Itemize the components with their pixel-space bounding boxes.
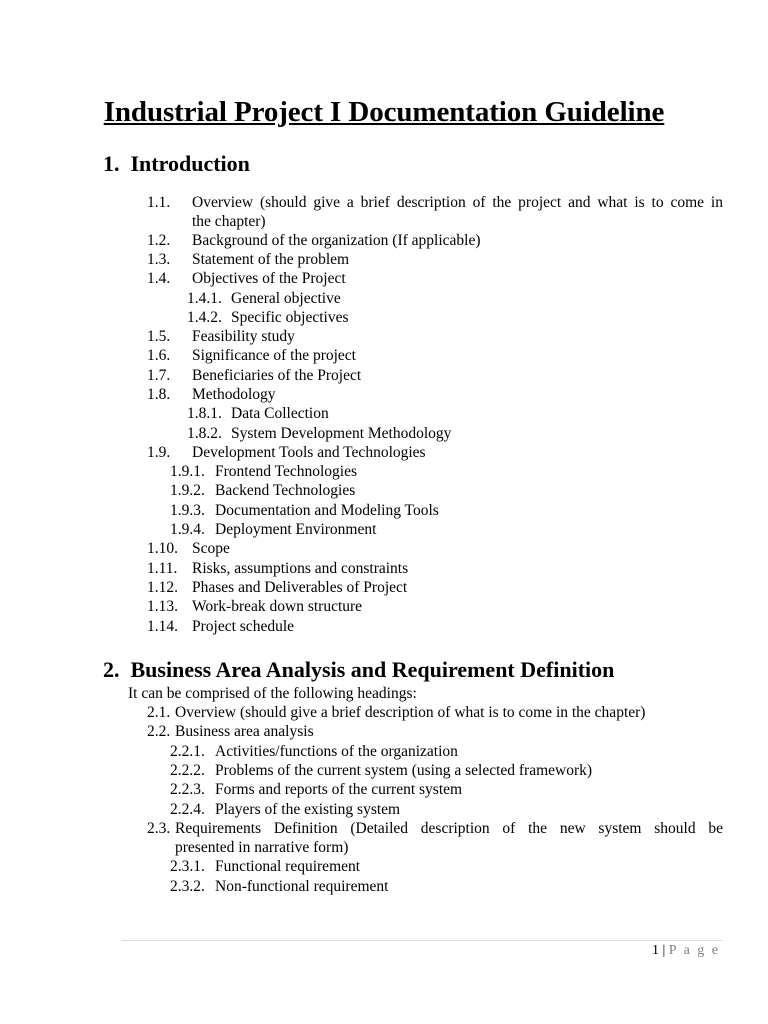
- list-item: 1.8.2. System Development Methodology: [187, 425, 452, 442]
- list-item: 1.9.4. Deployment Environment: [170, 521, 377, 538]
- list-item: 1.4.2. Specific objectives: [187, 309, 349, 326]
- list-item: 2.2.4. Players of the existing system: [170, 801, 401, 818]
- list-item: 1.8.1. Data Collection: [187, 405, 329, 422]
- list-item: 1.1.: [147, 194, 171, 211]
- section-number: 2.: [103, 657, 120, 682]
- list-item-continuation: the chapter): [192, 213, 266, 230]
- section-intro: It can be comprised of the following headings:: [128, 685, 417, 702]
- list-item: 2.3.1. Functional requirement: [170, 858, 361, 875]
- list-item: 2.2. Business area analysis: [147, 723, 314, 740]
- section-title: Business Area Analysis and Requirement Definition: [130, 657, 615, 682]
- list-item: 2.2.1. Activities/functions of the organization: [170, 743, 458, 760]
- list-item: 2.3.2. Non-functional requirement: [170, 878, 389, 895]
- list-item-text: Requirements Definition (Detailed description of the new system should be: [175, 820, 723, 837]
- list-item: 1.9. Development Tools and Technologies: [147, 444, 426, 461]
- list-item: 1.11. Risks, assumptions and constraints: [147, 560, 409, 577]
- list-item: 1.2. Background of the organization (If applicable): [147, 232, 481, 249]
- list-item: 1.10. Scope: [147, 540, 230, 557]
- list-item-continuation: presented in narrative form): [175, 839, 349, 856]
- page-separator: |: [662, 943, 666, 958]
- list-item: 2.1. Overview (should give a brief description of what is to come in the chapter): [147, 704, 646, 721]
- list-item: 1.3. Statement of the problem: [147, 251, 350, 268]
- list-item: 1.4.1. General objective: [187, 290, 341, 307]
- section-title: Introduction: [130, 151, 250, 176]
- list-item: 1.8. Methodology: [147, 386, 276, 403]
- list-item: 1.13. Work-break down structure: [147, 598, 363, 615]
- section-number: 1.: [103, 151, 120, 176]
- list-item: 2.2.2. Problems of the current system (using a selected framework): [170, 762, 593, 779]
- page-number: 1: [651, 943, 659, 958]
- list-item: 1.9.3. Documentation and Modeling Tools: [170, 502, 439, 519]
- footer-divider: [122, 940, 722, 941]
- section-heading-business-area-analysis: [103, 655, 614, 685]
- list-item: 1.14. Project schedule: [147, 618, 295, 635]
- page-label: P a g e: [668, 943, 720, 958]
- list-item: 1.5. Feasibility study: [147, 328, 295, 345]
- list-item: 1.12. Phases and Deliverables of Project: [147, 579, 408, 596]
- page-footer: [652, 942, 720, 960]
- list-item: 1.9.1. Frontend Technologies: [170, 463, 357, 480]
- list-item: 1.4. Objectives of the Project: [147, 270, 346, 287]
- list-item: 1.6. Significance of the project: [147, 347, 356, 364]
- list-item: 2.2.3. Forms and reports of the current system: [170, 781, 463, 798]
- list-item: 1.9.2. Backend Technologies: [170, 482, 356, 499]
- list-item: 2.3.: [147, 820, 171, 837]
- page-title: Industrial Project I Documentation Guideline: [103, 96, 665, 128]
- list-item-text: Overview (should give a brief description of the project and what is to come in: [192, 194, 723, 211]
- list-item: 1.7. Beneficiaries of the Project: [147, 367, 362, 384]
- section-heading-introduction: [103, 149, 250, 179]
